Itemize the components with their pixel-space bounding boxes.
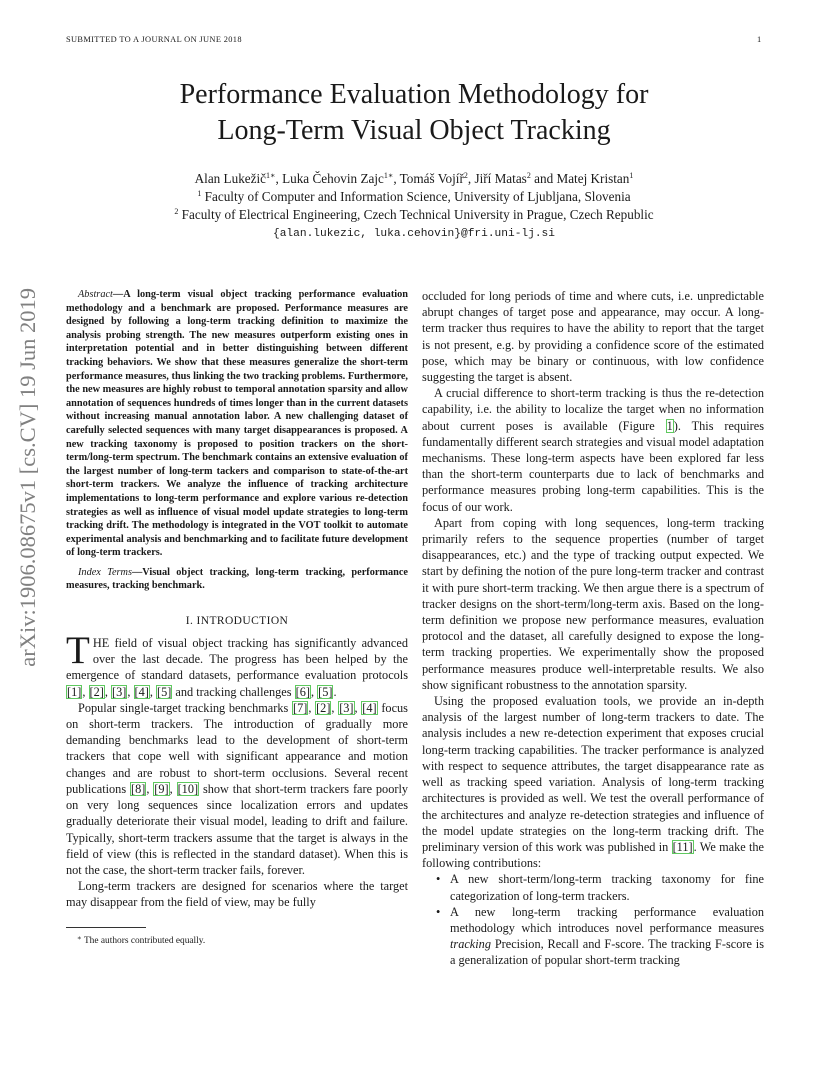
bullet-icon: • (436, 904, 441, 919)
title-line-1: Performance Evaluation Methodology for (179, 79, 649, 110)
author: Tomáš Vojíř (399, 171, 464, 186)
section-initial: I (196, 615, 201, 628)
affiliation-1 (0, 188, 828, 206)
affiliation-text: Faculty of Computer and Information Science, University of Ljubljana, Slovenia (204, 189, 631, 204)
list-item-text: A new long-term tracking performance evaluation methodology which introduces novel performance measures (450, 904, 764, 935)
section-rest: NTRODUCTION (200, 615, 289, 628)
citation-link[interactable]: [2] (316, 700, 331, 715)
citation-link[interactable]: [2] (89, 684, 104, 699)
right-column (422, 288, 764, 969)
bullet-icon: • (436, 872, 441, 887)
body-text: ). This requires fundamentally different search strategies and visual model adaptation mechanisms. These long-term aspects have been explored far less than the short-term counterparts due to lack of benchmarks and performance measures probing long-term capabilities. This is the focus of our work. (422, 418, 764, 514)
footnote (66, 932, 408, 947)
footnote-mark: ∗ (77, 933, 82, 942)
intro-text: Popular single-target tracking benchmarks (78, 700, 292, 715)
page-number: 1 (757, 35, 762, 44)
author-mark: 2 (526, 171, 531, 180)
footnote-rule (66, 927, 146, 928)
list-item-text: A new short-term/long-term tracking taxonomy for fine categorization of long-term trackers. (450, 872, 764, 903)
citation-link[interactable]: [1] (67, 684, 82, 699)
intro-text: field of visual object tracking has significantly advanced over the last decade. The progress has been helped by the emergence of standard datasets, performance evaluation protocols (66, 636, 408, 683)
affiliation-mark: 1 (197, 189, 202, 198)
citation-link[interactable]: [6] (295, 684, 310, 699)
list-item-text: Precision, Recall and F-score. The tracking F-score is a generalization of popular short-term tracking (450, 937, 764, 968)
drop-cap: T (66, 629, 90, 673)
section-number: I. (185, 615, 197, 628)
citation-link[interactable]: [4] (362, 700, 377, 715)
contributions-list (422, 871, 764, 968)
intro-paragraph-2: Popular single-target tracking benchmarks [7], [2], [3], [4] focus on short-term trackers. The introduction of gradually more demanding benchmarks lead to the development of short-term trackers that cope well with significant appearance and motion changes and are robust to short-term occlusions. Several recent publications [8], [9], [10] show that short-term trackers fare poorly on very long sequences since localization errors and updates gradually deteriorate their visual model, leading to drift and failure. Typically, short-term trackers assume that the target is always in the field of view (this is reflected in the standard dataset). When this is not the case, the short-term tracker fails, forever. (66, 700, 409, 877)
figure-link[interactable]: 1 (666, 418, 673, 433)
footnote-text: The authors contributed equally. (83, 935, 206, 946)
author-mark: 1∗ (266, 171, 276, 180)
author-mark: 1∗ (383, 171, 394, 180)
abstract-text: —A long-term visual object tracking performance evaluation methodology and a benchmark are proposed. Performance measures are designed by following a long-term tracking definition to maximize the analysis probing strength. The new measures outperform existing ones in interpretation potential and in better distinguishing between different tracking behaviors. We show that these measures generalize the short-term performance measures, thus linking the two tracking problems. Furthermore, the new measures are highly robust to temporal annotation sparsity and allow annotation of sequences hundreds of times longer than in the current datasets without increasing manual annotation labor. A new challenging dataset of carefully selected sequences with many target disappearances is proposed. A new tracking taxonomy is proposed to position trackers on the short-term/long-term spectrum. The benchmark contains an extensive evaluation of the largest number of long-term tackers and comparison to state-of-the-art short-term trackers. We analyze the influence of tracking architecture implementations to long-term performance and explore various re-detection strategies as well as influence of visual model update strategies to long-term tracking drift. The methodology is integrated in the VOT toolkit to automate experimental analysis and benchmarking and to facilitate future development of long-term trackers. (66, 289, 408, 559)
author-separator: , (393, 171, 400, 186)
section-heading-introduction (66, 615, 408, 627)
citation-link[interactable]: [11] (672, 839, 693, 854)
author: Jiří Matas (474, 171, 527, 186)
citation-link[interactable]: [10] (177, 781, 199, 796)
author-mark: 1 (629, 171, 634, 180)
right-paragraph-3: Apart from coping with long sequences, long-term tracking primarily refers to the sequence properties (number of target disappearances, etc.) and the type of tracking output expected. We start by defining the notion of the pure long-term tracker and contrast it with pure short-term tracking. We then argue there is a spectrum of tracker designs on the short-term/long-term axis. Based on the long-term definition we propose new performance measures, evaluation protocol and the dataset, all carefully designed to expose the long-term tracking properties. We experimentally show the proposed performance measures produce well-interpretable results. We also show significant robustness to the annotation sparsity. (422, 515, 764, 692)
intro-text: and tracking challenges (172, 684, 295, 699)
right-paragraph-4 (422, 693, 764, 871)
left-column (66, 288, 408, 947)
right-paragraph-1: occluded for long periods of time and where cuts, i.e. unpredictable abrupt changes of target pose and appearance, may occur. A long-term tracker thus requires to have the ability to report that the target is not present, e.g. by providing a confidence score of the estimated pose, which may be binary or continuous, with low confidence suggesting the target is absent. (422, 289, 764, 385)
right-paragraph-2 (422, 385, 764, 515)
citation-link[interactable]: [7] (292, 700, 308, 715)
index-terms-text: —Visual object tracking, long-term tracking, performance measures, tracking benchmark. (66, 566, 409, 592)
drop-cap-tail: HE (92, 636, 110, 651)
list-item (422, 904, 764, 969)
list-item-emphasis: tracking (450, 937, 491, 952)
title-line-2: Long-Term Visual Object Tracking (217, 115, 611, 146)
citation-link[interactable]: [3] (112, 684, 127, 699)
author: Matej Kristan (556, 171, 630, 186)
affiliation-text: Faculty of Electrical Engineering, Czech Technical University in Prague, Czech Republic (181, 207, 654, 222)
affiliation-2 (0, 206, 828, 224)
author: Alan Lukežič (194, 171, 267, 186)
citation-link[interactable]: [3] (339, 700, 354, 715)
running-head: SUBMITTED TO A JOURNAL ON JUNE 2018 (66, 35, 242, 44)
arxiv-stamp: arXiv:1906.08675v1 [cs.CV] 19 Jun 2019 (15, 288, 40, 667)
citation-link[interactable]: [5] (157, 684, 172, 699)
citation-link[interactable]: [8] (130, 781, 146, 796)
citation-link[interactable]: [9] (154, 781, 169, 796)
intro-paragraph-1: THE field of visual object tracking has significantly advanced over the last decade. The progress has been helped by the emergence of standard datasets, performance evaluation protocols [1], [2], [3], [4], [5] and tracking challenges [6], [5]. (66, 629, 408, 699)
list-item (422, 871, 764, 903)
paper-title (0, 77, 828, 149)
abstract (66, 288, 408, 560)
abstract-lead: Abstract (78, 289, 113, 300)
affiliation-mark: 2 (174, 207, 179, 216)
author-separator: , (275, 171, 283, 186)
intro-text: . (333, 684, 337, 699)
body-text: Using the proposed evaluation tools, we provide an in-depth analysis of the largest number of long-term trackers to date. The analysis includes a new re-detection experiment that exposes crucial long-term tracking capabilities. The tracker performance is analyzed with respect to sequence attributes, the target disappearance rate as well as tracking speed variation. Analysis of long-term tracking architectures is provided as well. We test the overall performance of the architectures and analyze re-detection strategies and influence of the model update strategies on the long-term tracking drift. The preliminary version of this work was published in (422, 694, 764, 854)
index-terms (66, 566, 408, 593)
body-text: . We make the following contributions: (422, 839, 765, 871)
author: Luka Čehovin Zajc (282, 171, 384, 186)
intro-paragraph-3: Long-term trackers are designed for scenarios where the target may disappear from the field of view, may be fully (66, 879, 408, 910)
author-mark: 2 (463, 171, 468, 180)
citation-link[interactable]: [4] (134, 684, 149, 699)
author-emails: {alan.lukezic, luka.cehovin}@fri.uni-lj.si (273, 228, 555, 240)
index-terms-lead: Index Terms (78, 566, 132, 578)
body-text: A crucial difference to short-term tracking is thus the re-detection capability, i.e. the ability to localize the target when no information about current poses is available (Figure (422, 386, 764, 433)
author-list (0, 170, 828, 188)
intro-text: show that short-term trackers fare poorly on very long sequences since localization errors and updates gradually deteriorate their visual model, leading to drift and failure. Typically, short-term trackers assume that the target is always in the field of view (this is reflected in the standard dataset). When this is not the case, the short-term tracker fails, forever. (66, 781, 409, 877)
intro-text: focus on short-term trackers. The introduction of gradually more demanding benchmarks lead to the development of short-term trackers that cope well with significant appearance and motion changes and are robust to short-term occlusions. Several recent publications (66, 700, 408, 796)
author-separator: , (467, 171, 475, 186)
author-separator: and (530, 171, 557, 186)
citation-link[interactable]: [5] (318, 684, 333, 699)
